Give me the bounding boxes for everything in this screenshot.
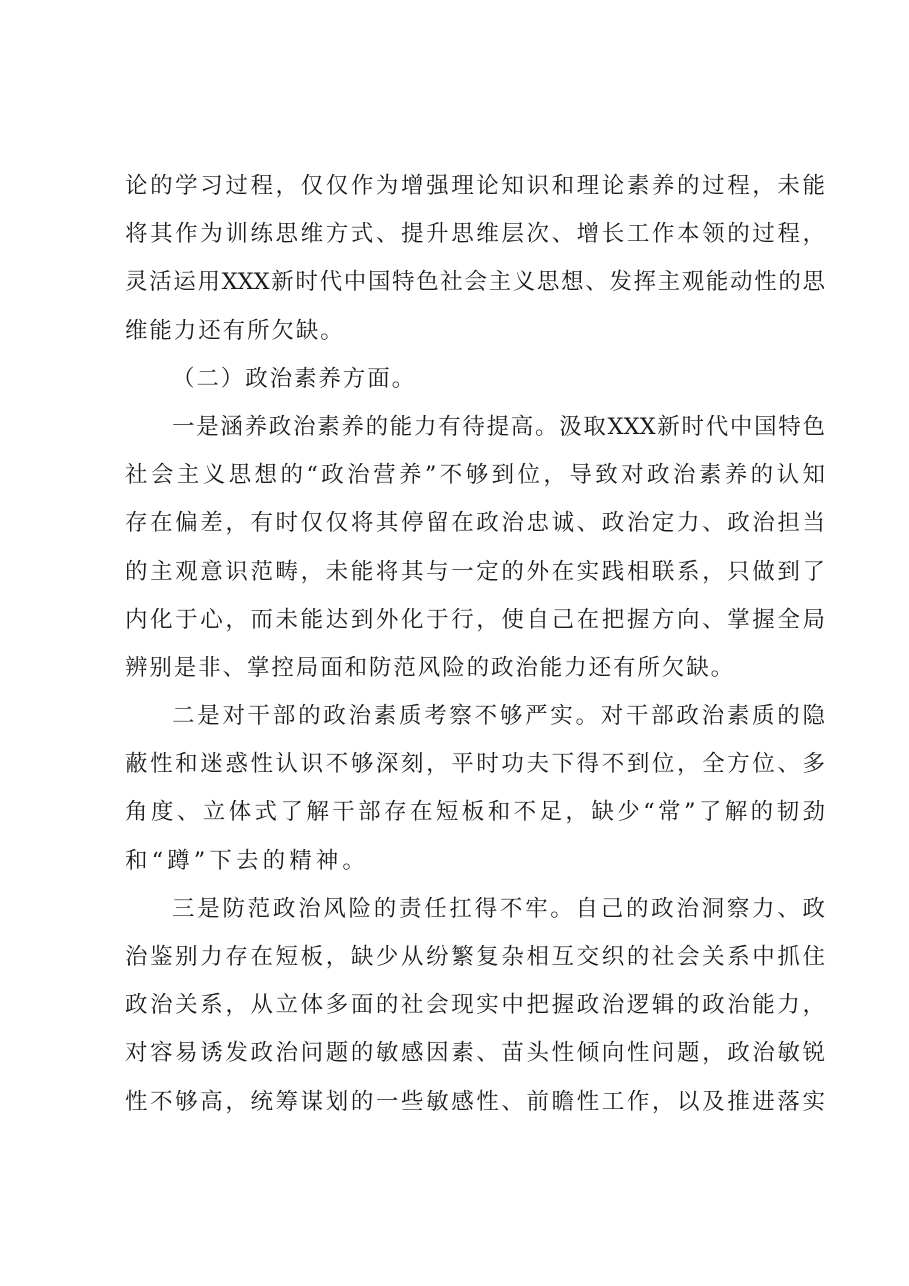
- document-body: [125, 162, 825, 1126]
- text-line: 论的学习过程，仅仅作为增强理论知识和理论素养的过程，未能: [125, 173, 825, 199]
- text-line: 内化于心，而未能达到外化于行，使自己在把握方向、掌握全局: [125, 606, 825, 633]
- text-line: 将其作为训练思维方式、提升思维层次、增长工作本领的过程，: [125, 221, 825, 248]
- text-line: 维能力还有所欠缺。: [125, 317, 345, 344]
- text-line: 社会主义思想的“政治营养”不够到位，导致对政治素养的认知: [125, 462, 825, 489]
- text-line: 辨别是非、掌控局面和防范风险的政治能力还有所欠缺。: [125, 654, 736, 681]
- text-line: 政治关系，从立体多面的社会现实中把握政治逻辑的政治能力，: [125, 992, 825, 1019]
- paragraph-first-line: 二是对干部的政治素质考察不够严实。对干部政治素质的隐: [172, 703, 825, 730]
- text-line: 灵活运用XXX新时代中国特色社会主义思想、发挥主观能动性的思: [125, 269, 825, 296]
- text-line: 存在偏差，有时仅仅将其停留在政治忠诚、政治定力、政治担当: [125, 510, 825, 537]
- text-line: 性不够高，统筹谋划的一些敏感性、前瞻性工作，以及推进落实: [125, 1088, 825, 1115]
- text-line: 的主观意识范畴，未能将其与一定的外在实践相联系，只做到了: [125, 558, 825, 585]
- text-line: 对容易诱发政治问题的敏感因素、苗头性倾向性问题，政治敏锐: [125, 1040, 825, 1067]
- text-line: 角度、立体式了解干部存在短板和不足，缺少“常”了解的韧劲: [125, 799, 825, 826]
- text-line: 蔽性和迷惑性认识不够深刻，平时功夫下得不到位，全方位、多: [125, 751, 825, 778]
- text-line: 治鉴别力存在短板，缺少从纷繁复杂相互交织的社会关系中抓住: [125, 944, 825, 970]
- paragraph-first-line: 三是防范政治风险的责任扛得不牢。自己的政治洞察力、政: [172, 895, 825, 922]
- paragraph-first-line: 一是涵养政治素养的能力有待提高。汲取XXX新时代中国特色: [172, 413, 825, 440]
- section-heading: （二）政治素养方面。: [172, 365, 417, 392]
- text-line: 和“蹲”下去的精神。: [125, 847, 370, 874]
